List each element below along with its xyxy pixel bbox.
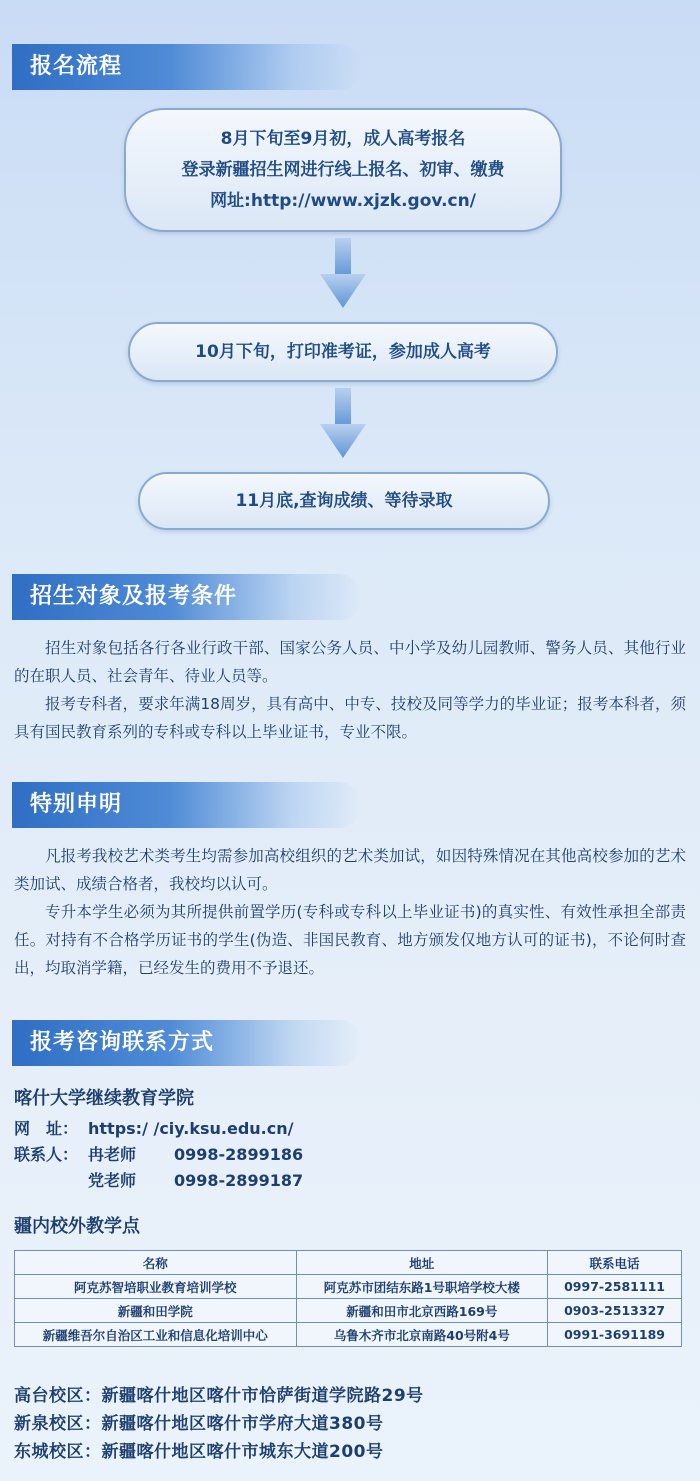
website-label: 网 址：: [14, 1119, 79, 1138]
section-title-eligibility: 招生对象及报考条件: [12, 574, 362, 620]
contact-person-label: 联系人：: [14, 1145, 79, 1164]
process-step-2-text: 10月下旬，打印准考证，参加成人高考: [195, 341, 491, 362]
section-title-process: 报名流程: [12, 44, 362, 90]
table-cell-phone: 0997-2581111: [548, 1275, 682, 1299]
contact-name: 党老师: [88, 1171, 137, 1190]
offsite-teaching-table: [14, 1250, 682, 1347]
contact-name: 冉老师: [88, 1145, 137, 1164]
table-header-address: 地址: [296, 1251, 548, 1275]
offsite-teaching-title: 疆内校外教学点: [14, 1216, 140, 1237]
table-header-name: 名称: [15, 1251, 297, 1275]
eligibility-text: [14, 634, 686, 746]
school-name: 喀什大学继续教育学院: [14, 1088, 194, 1109]
table-cell-name: 阿克苏智培职业教育培训学校: [15, 1275, 297, 1299]
down-arrow-icon: [318, 238, 368, 310]
table-header-row: [15, 1251, 682, 1275]
campus-address: 东城校区：新疆喀什地区喀什市城东大道200号: [14, 1442, 384, 1462]
eligibility-paragraph-1: 招生对象包括各行各业行政干部、国家公务人员、中小学及幼儿园教师、警务人员、其他行业的在职人员、社会青年、待业人员等。: [14, 639, 686, 685]
process-step-1-line-2: 登录新疆招生网进行线上报名、初审、缴费: [181, 159, 505, 180]
contact-details: [14, 1116, 303, 1194]
eligibility-paragraph-2: 报考专科者，要求年满18周岁，具有高中、中专、技校及同等学力的毕业证；报考本科者，须具有国民教育系列的专科或专科以上毕业证书，专业不限。: [14, 695, 686, 741]
table-cell-address: 新疆和田市北京西路169号: [296, 1299, 548, 1323]
statement-text: [14, 842, 686, 982]
contact-phone[interactable]: 0998-2899187: [174, 1171, 304, 1190]
table-cell-phone: 0903-2513327: [548, 1299, 682, 1323]
process-step-1-line-3: 网址:http://www.xjzk.gov.cn/: [210, 190, 476, 211]
section-title-contact: 报考咨询联系方式: [12, 1020, 362, 1066]
process-step-2: [128, 322, 558, 382]
section-title-statement: 特别申明: [12, 782, 362, 828]
process-step-1-line-1: 8月下旬至9月初，成人高考报名: [220, 128, 466, 149]
process-step-1: [124, 108, 562, 232]
table-row: [15, 1275, 682, 1299]
table-cell-name: 新疆维吾尔自治区工业和信息化培训中心: [15, 1323, 297, 1347]
table-cell-address: 乌鲁木齐市北京南路40号附4号: [296, 1323, 548, 1347]
campus-address: 高台校区：新疆喀什地区喀什市恰萨街道学院路29号: [14, 1386, 424, 1406]
table-cell-address: 阿克苏市团结东路1号职培学校大楼: [296, 1275, 548, 1299]
process-step-3: [138, 472, 550, 530]
table-row: [15, 1323, 682, 1347]
table-row: [15, 1299, 682, 1323]
table-cell-phone: 0991-3691189: [548, 1323, 682, 1347]
process-step-3-text: 11月底,查询成绩、等待录取: [235, 490, 453, 511]
down-arrow-icon: [318, 388, 368, 460]
statement-paragraph-2: 专升本学生必须为其所提供前置学历(专科或专科以上毕业证书)的真实性、有效性承担全部责任。对持有不合格学历证书的学生(伪造、非国民教育、地方颁发仅地方认可的证书)，不论何时查出，均取消学籍，已经发生的费用不予退还。: [14, 903, 686, 977]
contact-person-spacer: [14, 1168, 88, 1194]
website-link[interactable]: https:/ /ciy.ksu.edu.cn/: [88, 1119, 294, 1138]
campus-address: 新泉校区：新疆喀什地区喀什市学府大道380号: [14, 1414, 384, 1434]
table-cell-name: 新疆和田学院: [15, 1299, 297, 1323]
table-header-phone: 联系电话: [548, 1251, 682, 1275]
contact-phone[interactable]: 0998-2899186: [174, 1145, 304, 1164]
statement-paragraph-1: 凡报考我校艺术类考生均需参加高校组织的艺术类加试，如因特殊情况在其他高校参加的艺术类加试、成绩合格者，我校均以认可。: [14, 847, 686, 893]
campus-list: [14, 1382, 424, 1466]
